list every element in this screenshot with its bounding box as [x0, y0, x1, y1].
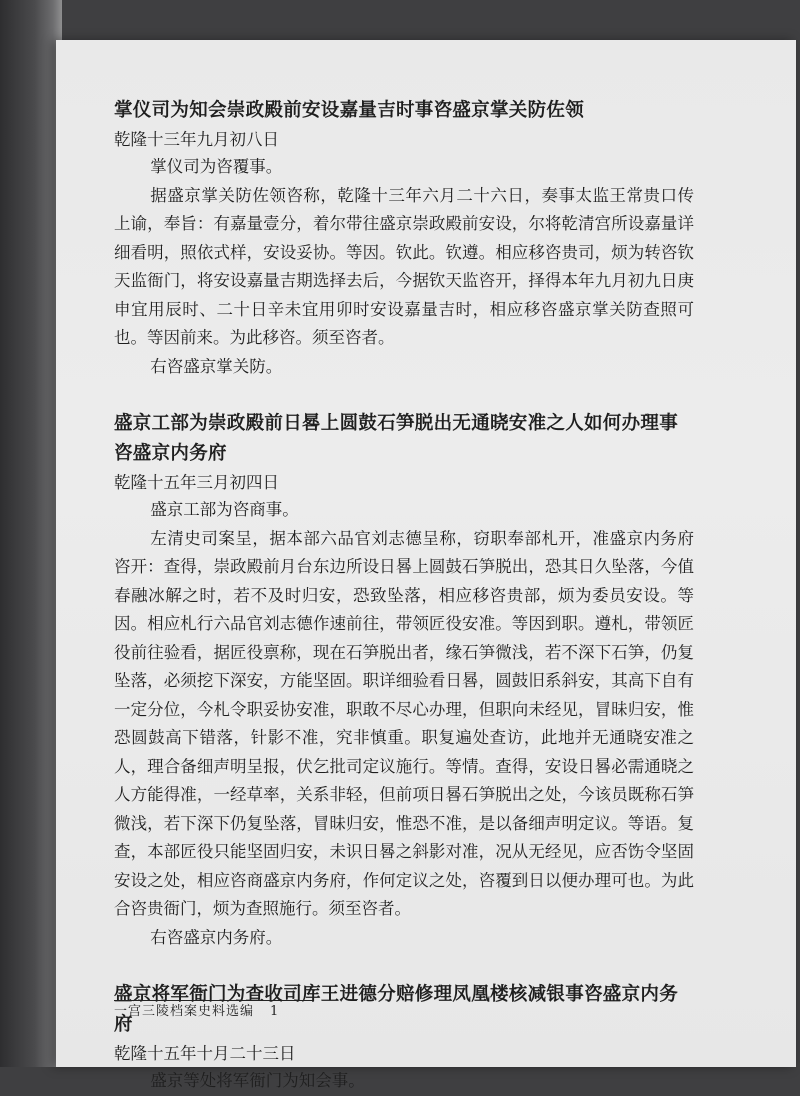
paragraph: 左清史司案呈，据本部六品官刘志德呈称，窃职奉部札开，准盛京内务府咨开：查得，崇政殿前月台东边所设日晷上圆鼓石笋脱出，恐其日久坠落，今值春融冰解之时，若不及时归安，恐致坠落，相应移咨贵部，烦为委员安设。等因。相应札行六品官刘志德作速前往，带领匠役安准。等因到职。遵札，带领匠役前往验看，据匠役禀称，现在石笋脱出者，缘石笋微浅，若不深下石笋，仍复坠落，必须挖下深安，方能坚固。职详细验看日晷，圆鼓旧系斜安，其高下自有一定分位，今札令职妥协安准，职敢不尽心办理，但职向未经见，冒昧归安，惟恐圆鼓高下错落，针影不准，究非慎重。职复遍处查访，此地并无通晓安准之人，理合备细声明呈报，伏乞批司定议施行。等情。查得，安设日晷必需通晓之人方能得准，一经草率，关系非轻，但前项日晷石笋脱出之处，今该员既称石笋微浅，若下深下仍复坠落，冒昧归安，惟恐不准，是以备细声明定议。等语。复查，本部匠役只能坚固归安，未识日晷之斜影对准，况从无经见，应否饬令坚固安设之处，相应咨商盛京内务府，作何定议之处，咨覆到日以便办理可也。为此合咨贵衙门，烦为查照施行。须至咨者。	[114, 528, 694, 918]
paragraph: 掌仪司为咨覆事。	[150, 157, 283, 176]
page-text	[114, 96, 694, 1096]
page-footer	[114, 1000, 314, 1023]
paragraph: 盛京工部为咨商事。	[150, 500, 299, 519]
section-title: 盛京将军衙门为查收司库王进德分赔修理凤凰楼核减银事咨盛京内务府	[114, 984, 679, 1035]
document-section-2	[114, 409, 694, 952]
section-title: 掌仪司为知会崇政殿前安设嘉量吉时事咨盛京掌关防佐领	[114, 100, 585, 121]
paragraph: 右咨盛京内务府。	[150, 927, 283, 947]
paragraph: 盛京等处将军衙门为知会事。	[150, 1071, 365, 1090]
document-section-3	[114, 980, 694, 1096]
section-date: 乾隆十五年三月初四日	[114, 473, 279, 492]
document-section-1	[114, 96, 694, 381]
section-title: 盛京工部为崇政殿前日晷上圆鼓石笋脱出无通晓安准之人如何办理事咨盛京内务府	[114, 413, 679, 464]
section-date: 乾隆十五年十月二十三日	[114, 1044, 296, 1063]
book-title: 一宫三陵档案史料选编	[114, 1004, 255, 1019]
paragraph: 据盛京掌关防佐领咨称，乾隆十三年六月二十六日，奏事太监王常贵口传上谕，奉旨：有嘉量壹分，着尔带往盛京崇政殿前安设，尔将乾清宫所设嘉量详细看明，照依式样，安设妥协。等因。钦此。钦遵。相应移咨贵司，烦为转咨钦天监衙门，将安设嘉量吉期选择去后，今据钦天监咨开，择得本年九月初九日庚申宜用辰时、二十日辛未宜用卯时安设嘉量吉时，相应移咨盛京掌关防查照可也。等因前来。为此移咨。须至咨者。	[114, 185, 694, 347]
section-date: 乾隆十三年九月初八日	[114, 130, 279, 149]
page-number: 1	[270, 1004, 280, 1019]
paragraph: 右咨盛京掌关防。	[150, 356, 283, 376]
book-spine	[0, 0, 62, 1067]
